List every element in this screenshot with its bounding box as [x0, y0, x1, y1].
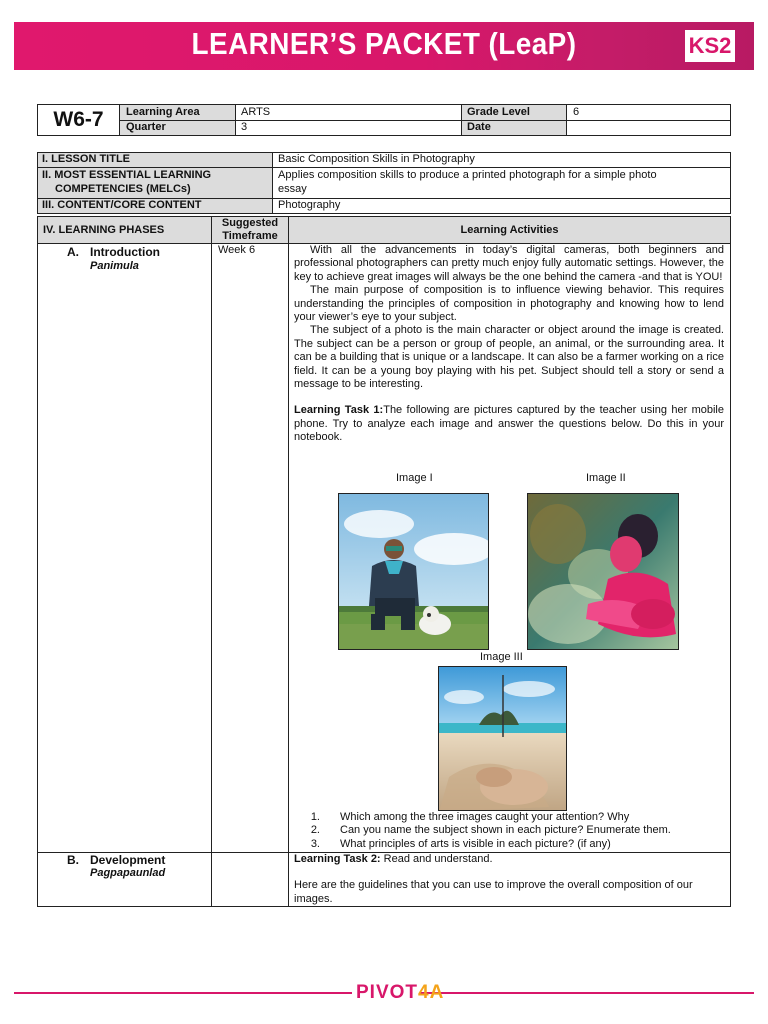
- pivot-logo-main: PIVOT: [356, 982, 419, 1003]
- grade-level-value: 6: [573, 106, 580, 118]
- introduction-text: [294, 244, 724, 445]
- introduction-title: Introduction: [90, 245, 160, 259]
- content-label: III. CONTENT/CORE CONTENT: [42, 199, 202, 211]
- development-letter: B.: [67, 853, 79, 867]
- packet-title: LEARNER’S PACKET (LeaP): [191, 26, 577, 61]
- intro-paragraph-1: With all the advancements in today’s digital cameras, both beginners and professional photographers can pretty much enjoy fully automatic settings. However, the key to achieve great images will always be the one behind the camera -and that is YOU!: [294, 244, 724, 283]
- lesson-title-label: I. LESSON TITLE: [42, 153, 131, 165]
- question-item: [294, 824, 671, 837]
- learning-task-1-label: Learning Task 1:: [294, 404, 384, 417]
- question-text: Can you name the subject shown in each picture? Enumerate them.: [340, 824, 671, 837]
- content-value-cell: [272, 198, 731, 214]
- question-number: 2.: [310, 824, 320, 837]
- melc-value-line1: Applies composition skills to produce a printed photograph for a simple photo: [278, 169, 657, 181]
- quarter-label-cell: [119, 120, 236, 136]
- date-value-cell[interactable]: [566, 120, 731, 136]
- image-1-caption: Image I: [396, 472, 433, 484]
- learning-task-1-text: The following are pictures captured by the teacher using her mobile phone. Try to analyze each image and answer the questions below. Do this in your notebook.: [294, 404, 724, 444]
- image-2-photo: [527, 493, 679, 650]
- quarter-value: 3: [241, 121, 248, 133]
- question-list: [294, 811, 671, 851]
- learning-area-value-cell: [235, 104, 462, 121]
- melc-value-cell: [272, 167, 731, 199]
- pivot-logo-accent: 4A: [418, 982, 445, 1003]
- question-number: 3.: [310, 837, 320, 850]
- quarter-label: Quarter: [126, 121, 166, 133]
- learning-task-2-label: Learning Task 2:: [294, 853, 381, 865]
- lesson-title-label-cell: [37, 152, 273, 168]
- date-label-cell: [461, 120, 567, 136]
- introduction-timeframe-cell: [211, 243, 289, 853]
- grade-level-label-cell: [461, 104, 567, 121]
- image-3-photo: [438, 666, 567, 811]
- header-banner: [14, 22, 754, 70]
- child-in-water-picture: [528, 494, 679, 650]
- timeframe-header-cell: [211, 216, 289, 244]
- quarter-value-cell: [235, 120, 462, 136]
- question-text: What principles of arts is visible in each picture? (if any): [340, 837, 611, 850]
- learning-area-label-cell: [119, 104, 236, 121]
- learning-task-2-text: Read and understand.: [380, 853, 493, 865]
- guidelines-text: Here are the guidelines that you can use to improve the overall composition of our images.: [294, 879, 693, 905]
- activities-header-cell: [288, 216, 731, 244]
- footer-line-right: [420, 992, 754, 994]
- image-1-photo: [338, 493, 489, 650]
- activities-header: Learning Activities: [460, 224, 559, 236]
- week-cell: [37, 104, 120, 136]
- development-text: [294, 853, 724, 906]
- introduction-phase-cell: [37, 243, 212, 853]
- development-title: Development: [90, 853, 166, 867]
- introduction-letter: A.: [67, 245, 79, 259]
- learning-task-2: [294, 853, 724, 866]
- date-label: Date: [467, 121, 491, 133]
- boy-with-dog-picture: [339, 494, 489, 650]
- development-subtitle: Pagpapaunlad: [90, 867, 166, 879]
- introduction-subtitle: Panimula: [90, 260, 139, 272]
- key-stage-badge: KS2: [685, 30, 735, 62]
- learning-area-value: ARTS: [241, 106, 271, 118]
- development-phase-cell: [37, 852, 212, 907]
- image-2-caption: Image II: [586, 472, 626, 484]
- intro-paragraph-2: The main purpose of composition is to influence viewing behavior. This requires understanding the principles of composition in photography and knowing how to lend your viewer’s eye to your subject.: [294, 284, 724, 324]
- grade-level-value-cell: [566, 104, 731, 121]
- footer-line-left: [14, 992, 352, 994]
- lesson-title-value: Basic Composition Skills in Photography: [278, 153, 475, 165]
- content-label-cell: [37, 198, 273, 214]
- development-timeframe-cell: [211, 852, 289, 907]
- week-label: W6-7: [53, 108, 104, 131]
- question-item: [294, 838, 671, 851]
- phase-header-cell: [37, 216, 212, 244]
- question-item: [294, 811, 671, 824]
- introduction-timeframe: Week 6: [218, 244, 256, 256]
- question-number: 1.: [310, 811, 320, 823]
- question-text: Which among the three images caught your attention? Why: [340, 811, 630, 823]
- melc-label-cell: [37, 167, 273, 199]
- lesson-title-value-cell: [272, 152, 731, 168]
- image-3-caption: Image III: [480, 651, 523, 663]
- timeframe-header-line1: Suggested: [221, 217, 279, 229]
- content-value: Photography: [278, 199, 341, 211]
- melc-label-line1: II. MOST ESSENTIAL LEARNING: [42, 169, 212, 181]
- pivot-logo: [356, 982, 444, 1004]
- melc-value-line2: essay: [278, 183, 307, 195]
- learning-task-1: [294, 404, 724, 444]
- melc-label-line2: COMPETENCIES (MELCs): [55, 183, 191, 195]
- timeframe-header-line2: Timeframe: [222, 230, 278, 242]
- grade-level-label: Grade Level: [467, 106, 530, 118]
- beach-picture: [439, 667, 567, 811]
- phase-header: IV. LEARNING PHASES: [43, 224, 165, 236]
- learning-area-label: Learning Area: [126, 106, 200, 118]
- intro-paragraph-3: The subject of a photo is the main character or object around the image is created. The subject can be a person or group of people, an animal, or the surrounding area. It can be a building that is unique or a landscape. It can also be a farmer working on a rice field. It can be a young boy playing with his pet. Subject should tell a story or send a message to be interesting.: [294, 324, 724, 391]
